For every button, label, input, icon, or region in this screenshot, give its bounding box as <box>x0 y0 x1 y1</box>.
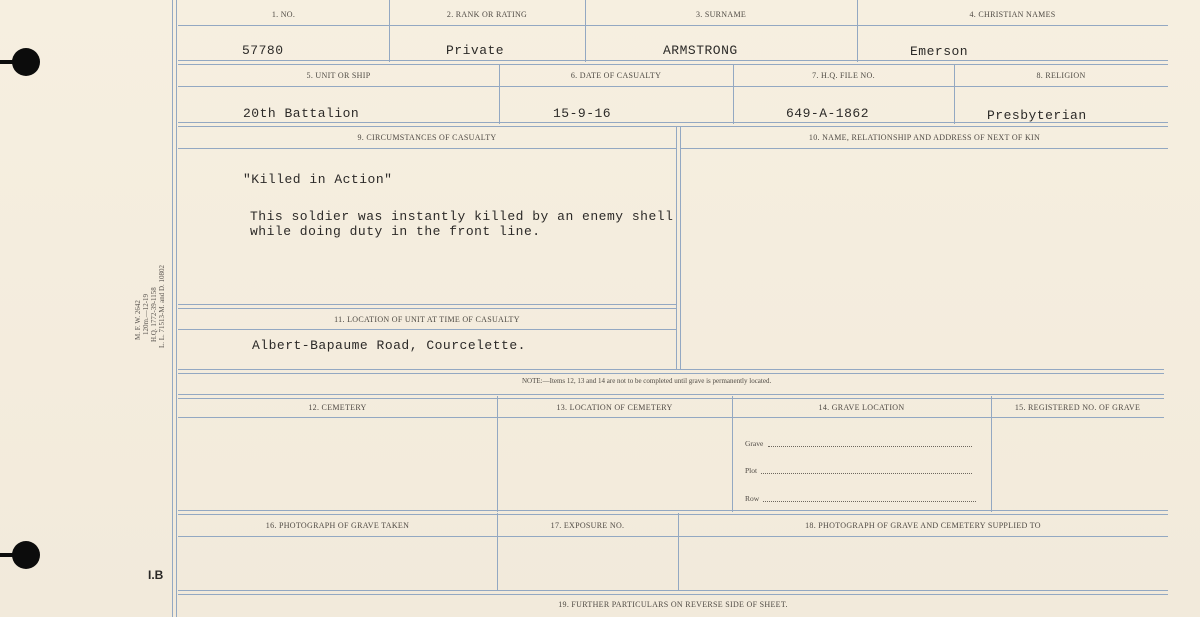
rule <box>681 148 1168 149</box>
rule <box>732 396 733 512</box>
rule <box>178 536 1168 537</box>
value-christian-names: Emerson <box>910 44 969 59</box>
rule <box>178 417 1164 418</box>
header-photo-supplied: 18. PHOTOGRAPH OF GRAVE AND CEMETERY SUPPLIED TO <box>805 521 1041 530</box>
value-date: 15-9-16 <box>553 106 612 121</box>
rule <box>497 396 498 512</box>
side-note-2: 120m.—12-19 <box>142 293 150 335</box>
rule <box>178 369 1164 374</box>
value-file-no: 649-A-1862 <box>786 106 870 121</box>
rule <box>178 148 677 149</box>
header-cemetery: 12. CEMETERY <box>308 403 367 412</box>
circumstances-line-1: "Killed in Action" <box>243 172 393 187</box>
note-text: NOTE:—Items 12, 13 and 14 are not to be completed until grave is permanently located. <box>522 377 772 385</box>
rule <box>178 590 1168 595</box>
rule <box>178 60 1168 65</box>
rule <box>676 126 677 370</box>
value-surname: ARMSTRONG <box>663 43 738 58</box>
header-surname: 3. SURNAME <box>695 10 747 19</box>
header-next-of-kin: 10. NAME, RELATIONSHIP AND ADDRESS OF NEXT OF KIN <box>808 133 1041 142</box>
rule <box>680 126 681 370</box>
side-note-4: L. L. 71513-M. and D. 10802 <box>158 264 166 348</box>
header-registered-no: 15. REGISTERED NO. OF GRAVE <box>1014 403 1141 412</box>
header-location-unit: 11. LOCATION OF UNIT AT TIME OF CASUALTY <box>334 315 520 324</box>
value-location-unit: Albert-Bapaume Road, Courcelette. <box>252 338 526 353</box>
rule <box>178 510 1168 515</box>
punch-hole-bottom <box>12 541 40 569</box>
header-exposure-no: 17. EXPOSURE NO. <box>550 521 625 530</box>
side-note-3: H.Q. 1772-39-1158 <box>150 287 158 342</box>
plot-label: Plot <box>745 466 758 475</box>
header-rank: 2. RANK OR RATING <box>446 10 528 19</box>
header-religion: 8. RELIGION <box>1036 71 1086 80</box>
rule <box>178 329 676 330</box>
header-further: 19. FURTHER PARTICULARS ON REVERSE SIDE OF SHEET. <box>558 600 788 609</box>
value-religion: Presbyterian <box>987 108 1087 123</box>
row-dots <box>763 501 976 502</box>
header-grave-location: 14. GRAVE LOCATION <box>818 403 905 412</box>
grave-dots <box>768 446 972 447</box>
side-note-1: M. F. W. 2642 <box>134 300 142 340</box>
punch-hole-top <box>12 48 40 76</box>
header-no: 1. NO. <box>271 10 296 19</box>
margin-line-2 <box>176 0 177 617</box>
circumstances-line-3: while doing duty in the front line. <box>250 224 541 239</box>
header-circumstances: 9. CIRCUMSTANCES OF CASUALTY <box>357 133 497 142</box>
header-christian-names: 4. CHRISTIAN NAMES <box>969 10 1056 19</box>
header-file-no: 7. H.Q. FILE NO. <box>812 71 875 80</box>
row-label: Row <box>745 494 760 503</box>
rule <box>178 86 1168 87</box>
circumstances-line-2: This soldier was instantly killed by an enemy shell <box>250 209 674 224</box>
value-no: 57780 <box>242 43 284 58</box>
rule <box>178 304 676 309</box>
rule <box>178 25 1168 26</box>
value-unit: 20th Battalion <box>243 106 360 121</box>
margin-line <box>172 0 173 617</box>
header-photo-taken: 16. PHOTOGRAPH OF GRAVE TAKEN <box>265 521 410 530</box>
grave-label: Grave <box>745 439 764 448</box>
value-rank: Private <box>446 43 505 58</box>
rule <box>178 394 1164 399</box>
rule <box>991 396 992 512</box>
header-unit: 5. UNIT OR SHIP <box>306 71 371 80</box>
header-date: 6. DATE OF CASUALTY <box>570 71 662 80</box>
header-location-cemetery: 13. LOCATION OF CEMETERY <box>556 403 673 412</box>
plot-dots <box>761 473 972 474</box>
corner-mark: I.B <box>148 568 164 582</box>
